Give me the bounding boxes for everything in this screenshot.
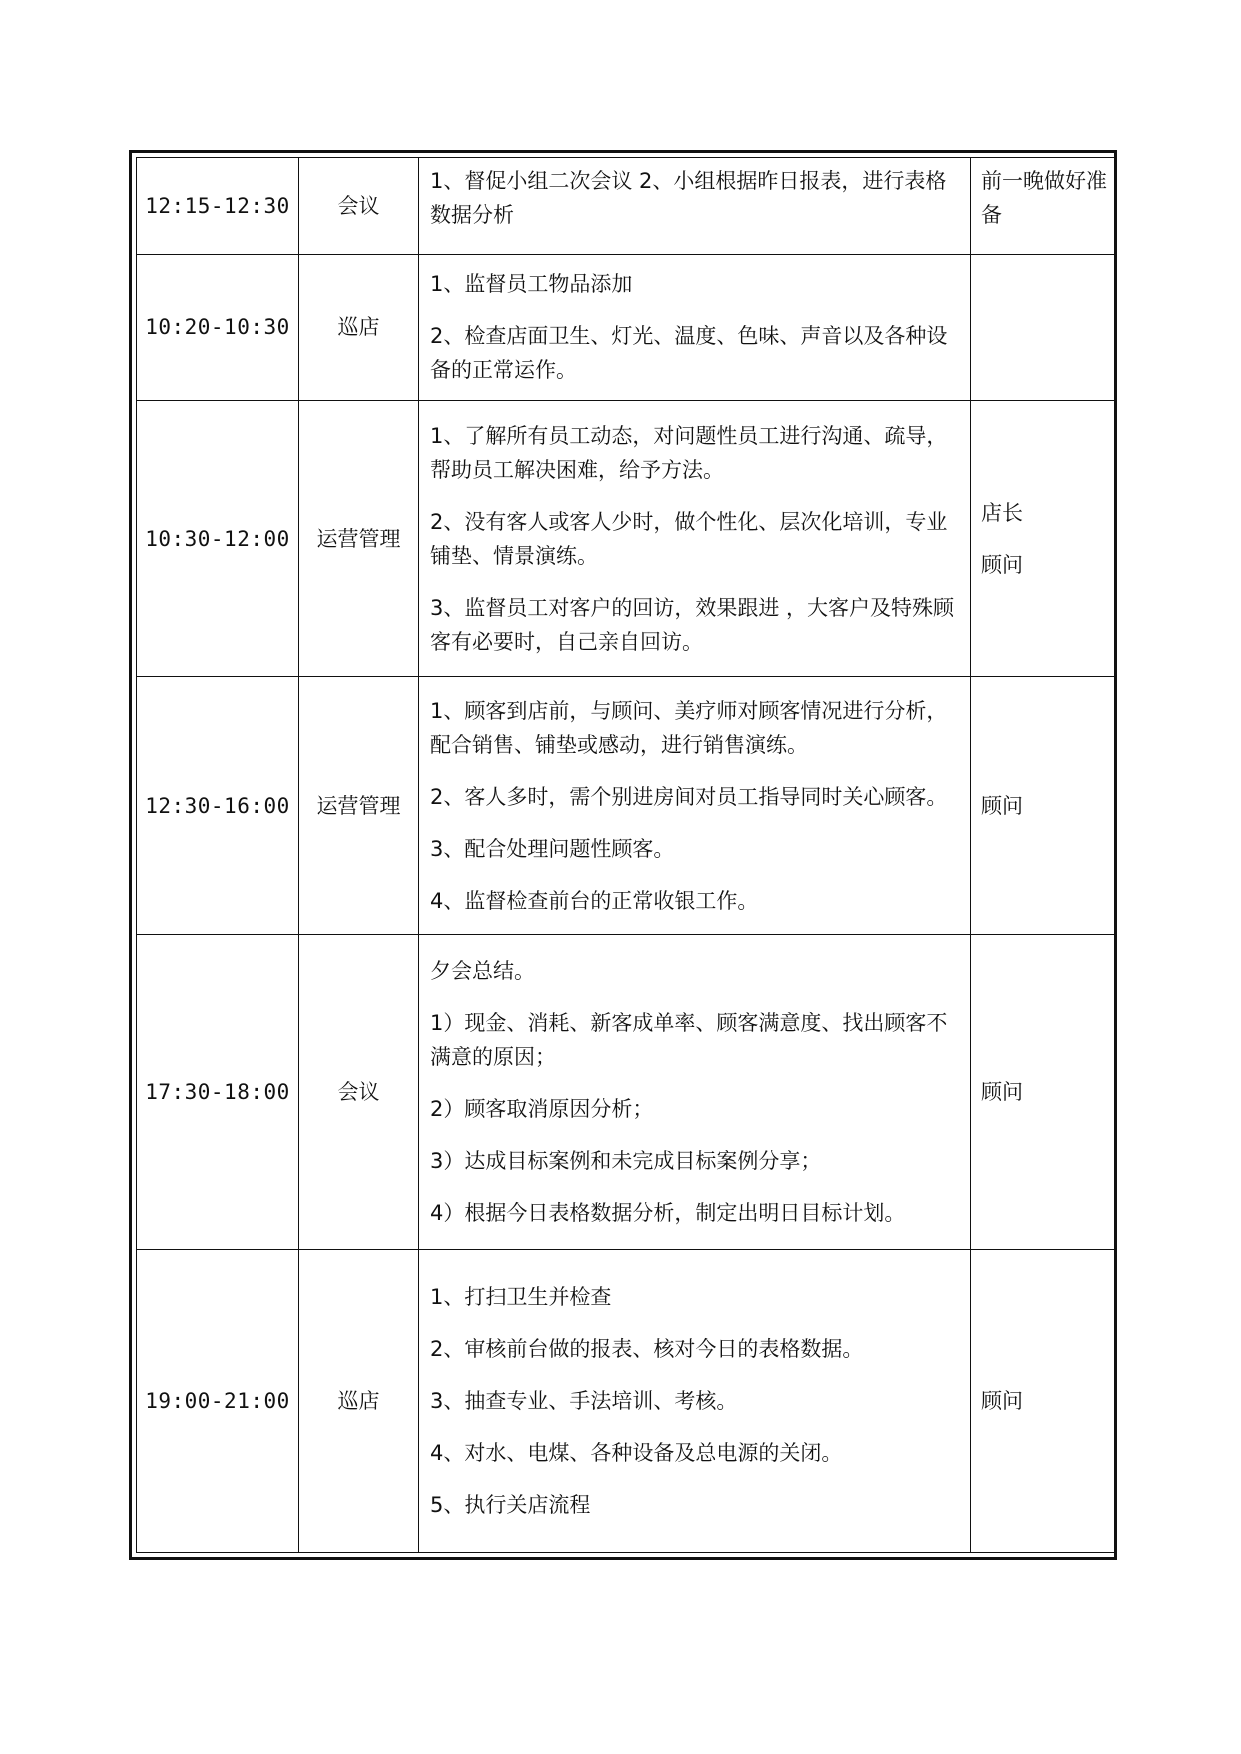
table-row: [137, 1249, 1117, 1552]
responsible-cell: [971, 1249, 1117, 1552]
task-item: 2、审核前台做的报表、核对今日的表格数据。: [430, 1336, 864, 1361]
task-item: 3）达成目标案例和未完成目标案例分享；: [430, 1148, 822, 1173]
task-item: 1、了解所有员工动态，对问题性员工进行沟通、疏导，帮助员工解决困难，给予方法。: [430, 423, 948, 482]
category-cell: 巡店: [299, 254, 419, 401]
category-cell: 巡店: [299, 1249, 419, 1552]
table-row: [137, 935, 1117, 1249]
table-row: [137, 401, 1117, 677]
category-cell: 会议: [299, 158, 419, 255]
schedule-table: [136, 157, 1117, 1553]
time-cell: 12:15-12:30: [137, 158, 299, 255]
responsible-item: 顾问: [981, 1388, 1023, 1413]
task-item: 2、客人多时，需个别进房间对员工指导同时关心顾客。: [430, 784, 948, 809]
category-cell: 运营管理: [299, 676, 419, 934]
responsible-item: 顾问: [981, 793, 1023, 818]
schedule-table-frame: [129, 150, 1117, 1560]
responsible-item: 顾问: [981, 552, 1023, 577]
task-item: 4）根据今日表格数据分析，制定出明日目标计划。: [430, 1200, 906, 1225]
description-cell: [419, 158, 971, 255]
task-item: 2）顾客取消原因分析；: [430, 1096, 654, 1121]
task-item: 3、监督员工对客户的回访，效果跟进 ，大客户及特殊顾客有必要时，自己亲自回访。: [430, 595, 955, 654]
time-cell: 12:30-16:00: [137, 676, 299, 934]
task-item: 5、执行关店流程: [430, 1492, 591, 1517]
task-item: 夕会总结。: [430, 958, 535, 983]
time-cell: 19:00-21:00: [137, 1249, 299, 1552]
table-row: [137, 254, 1117, 401]
description-cell: [419, 935, 971, 1249]
table-row: [137, 158, 1117, 255]
task-item: 3、抽查专业、手法培训、考核。: [430, 1388, 738, 1413]
description-cell: [419, 401, 971, 677]
time-cell: 10:20-10:30: [137, 254, 299, 401]
responsible-cell: [971, 158, 1117, 255]
task-item: 1）现金、消耗、新客成单率、顾客满意度、找出顾客不满意的原因；: [430, 1010, 948, 1069]
responsible-cell: [971, 254, 1117, 401]
responsible-item: 顾问: [981, 1079, 1023, 1104]
task-item: 1、顾客到店前，与顾问、美疗师对顾客情况进行分析，配合销售、铺垫或感动，进行销售演练。: [430, 698, 948, 757]
time-cell: 10:30-12:00: [137, 401, 299, 677]
time-cell: 17:30-18:00: [137, 935, 299, 1249]
responsible-item: 前一晚做好准备: [981, 169, 1107, 227]
task-item: 4、监督检查前台的正常收银工作。: [430, 888, 759, 913]
task-item: 1、监督员工物品添加: [430, 272, 633, 297]
description-cell: [419, 1249, 971, 1552]
responsible-cell: [971, 401, 1117, 677]
table-row: [137, 676, 1117, 934]
category-cell: 运营管理: [299, 401, 419, 677]
task-item: 1、督促小组二次会议 2、小组根据昨日报表，进行表格数据分析: [430, 169, 947, 227]
task-item: 3、配合处理问题性顾客。: [430, 836, 675, 861]
task-item: 2、没有客人或客人少时，做个性化、层次化培训，专业铺垫、情景演练。: [430, 509, 948, 568]
responsible-item: 店长: [981, 500, 1023, 525]
category-cell: 会议: [299, 935, 419, 1249]
description-cell: [419, 254, 971, 401]
task-item: 2、检查店面卫生、灯光、温度、色味、声音以及各种设备的正常运作。: [430, 324, 948, 383]
description-cell: [419, 676, 971, 934]
task-item: 4、对水、电煤、各种设备及总电源的关闭。: [430, 1440, 843, 1465]
responsible-cell: [971, 935, 1117, 1249]
responsible-cell: [971, 676, 1117, 934]
task-item: 1、打扫卫生并检查: [430, 1284, 612, 1309]
